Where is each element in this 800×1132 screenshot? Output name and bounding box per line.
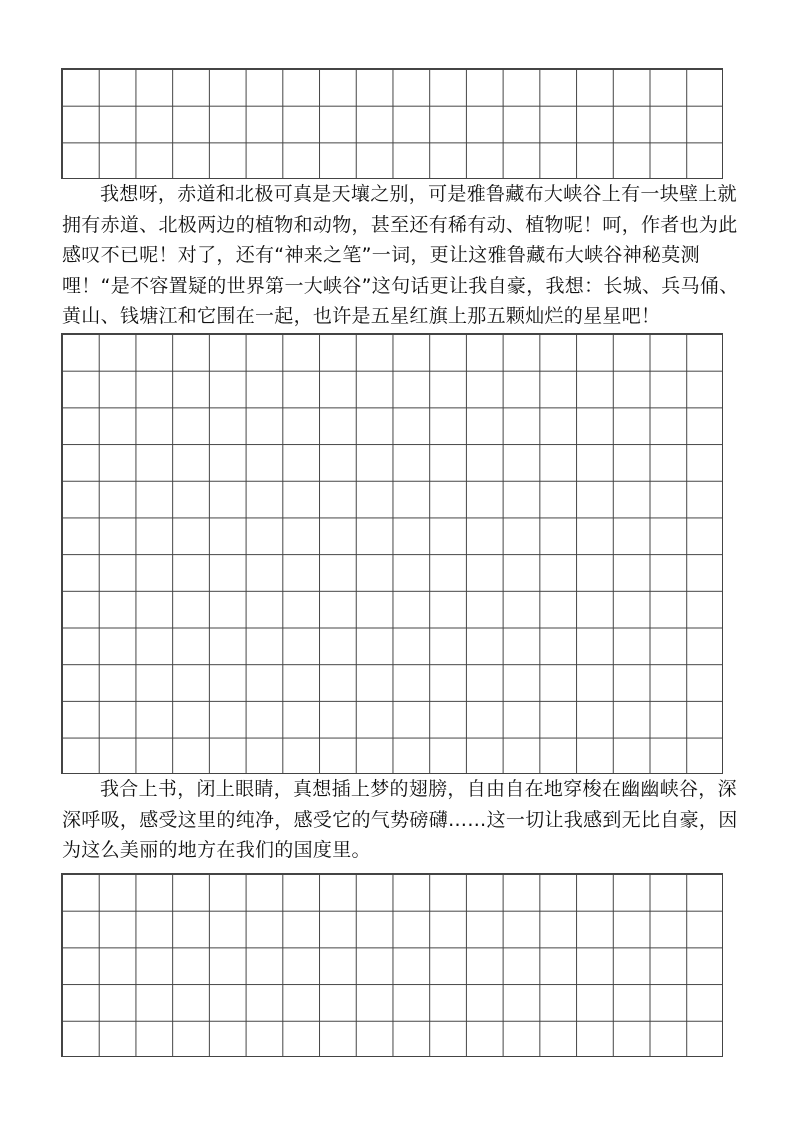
writing-grid-top bbox=[61, 68, 723, 179]
paragraph-2: 我合上书，闭上眼睛，真想插上梦的翅膀，自由自在地穿梭在幽幽峡谷，深深呼吸，感受这里的纯净，感受它的气势磅礴……这一切让我感到无比自豪，因为这么美丽的地方在我们的国度里。 bbox=[62, 778, 738, 861]
writing-grid-bottom bbox=[61, 873, 723, 1057]
paragraph-1: 我想呀，赤道和北极可真是天壤之别，可是雅鲁藏布大峡谷上有一块壁上就拥有赤道、北极两边的植物和动物，甚至还有稀有动、植物呢！呵，作者也为此感叹不已呢！对了，还有“神来之笔”一词，更让这雅鲁藏布大峡谷神秘莫测哩！“是不容置疑的世界第一大峡谷”这句话更让我自豪，我想：长城、兵马俑、黄山、钱塘江和它围在一起，也许是五星红旗上那五颗灿烂的星星吧！ bbox=[62, 183, 739, 327]
writing-grid-middle bbox=[61, 333, 723, 774]
